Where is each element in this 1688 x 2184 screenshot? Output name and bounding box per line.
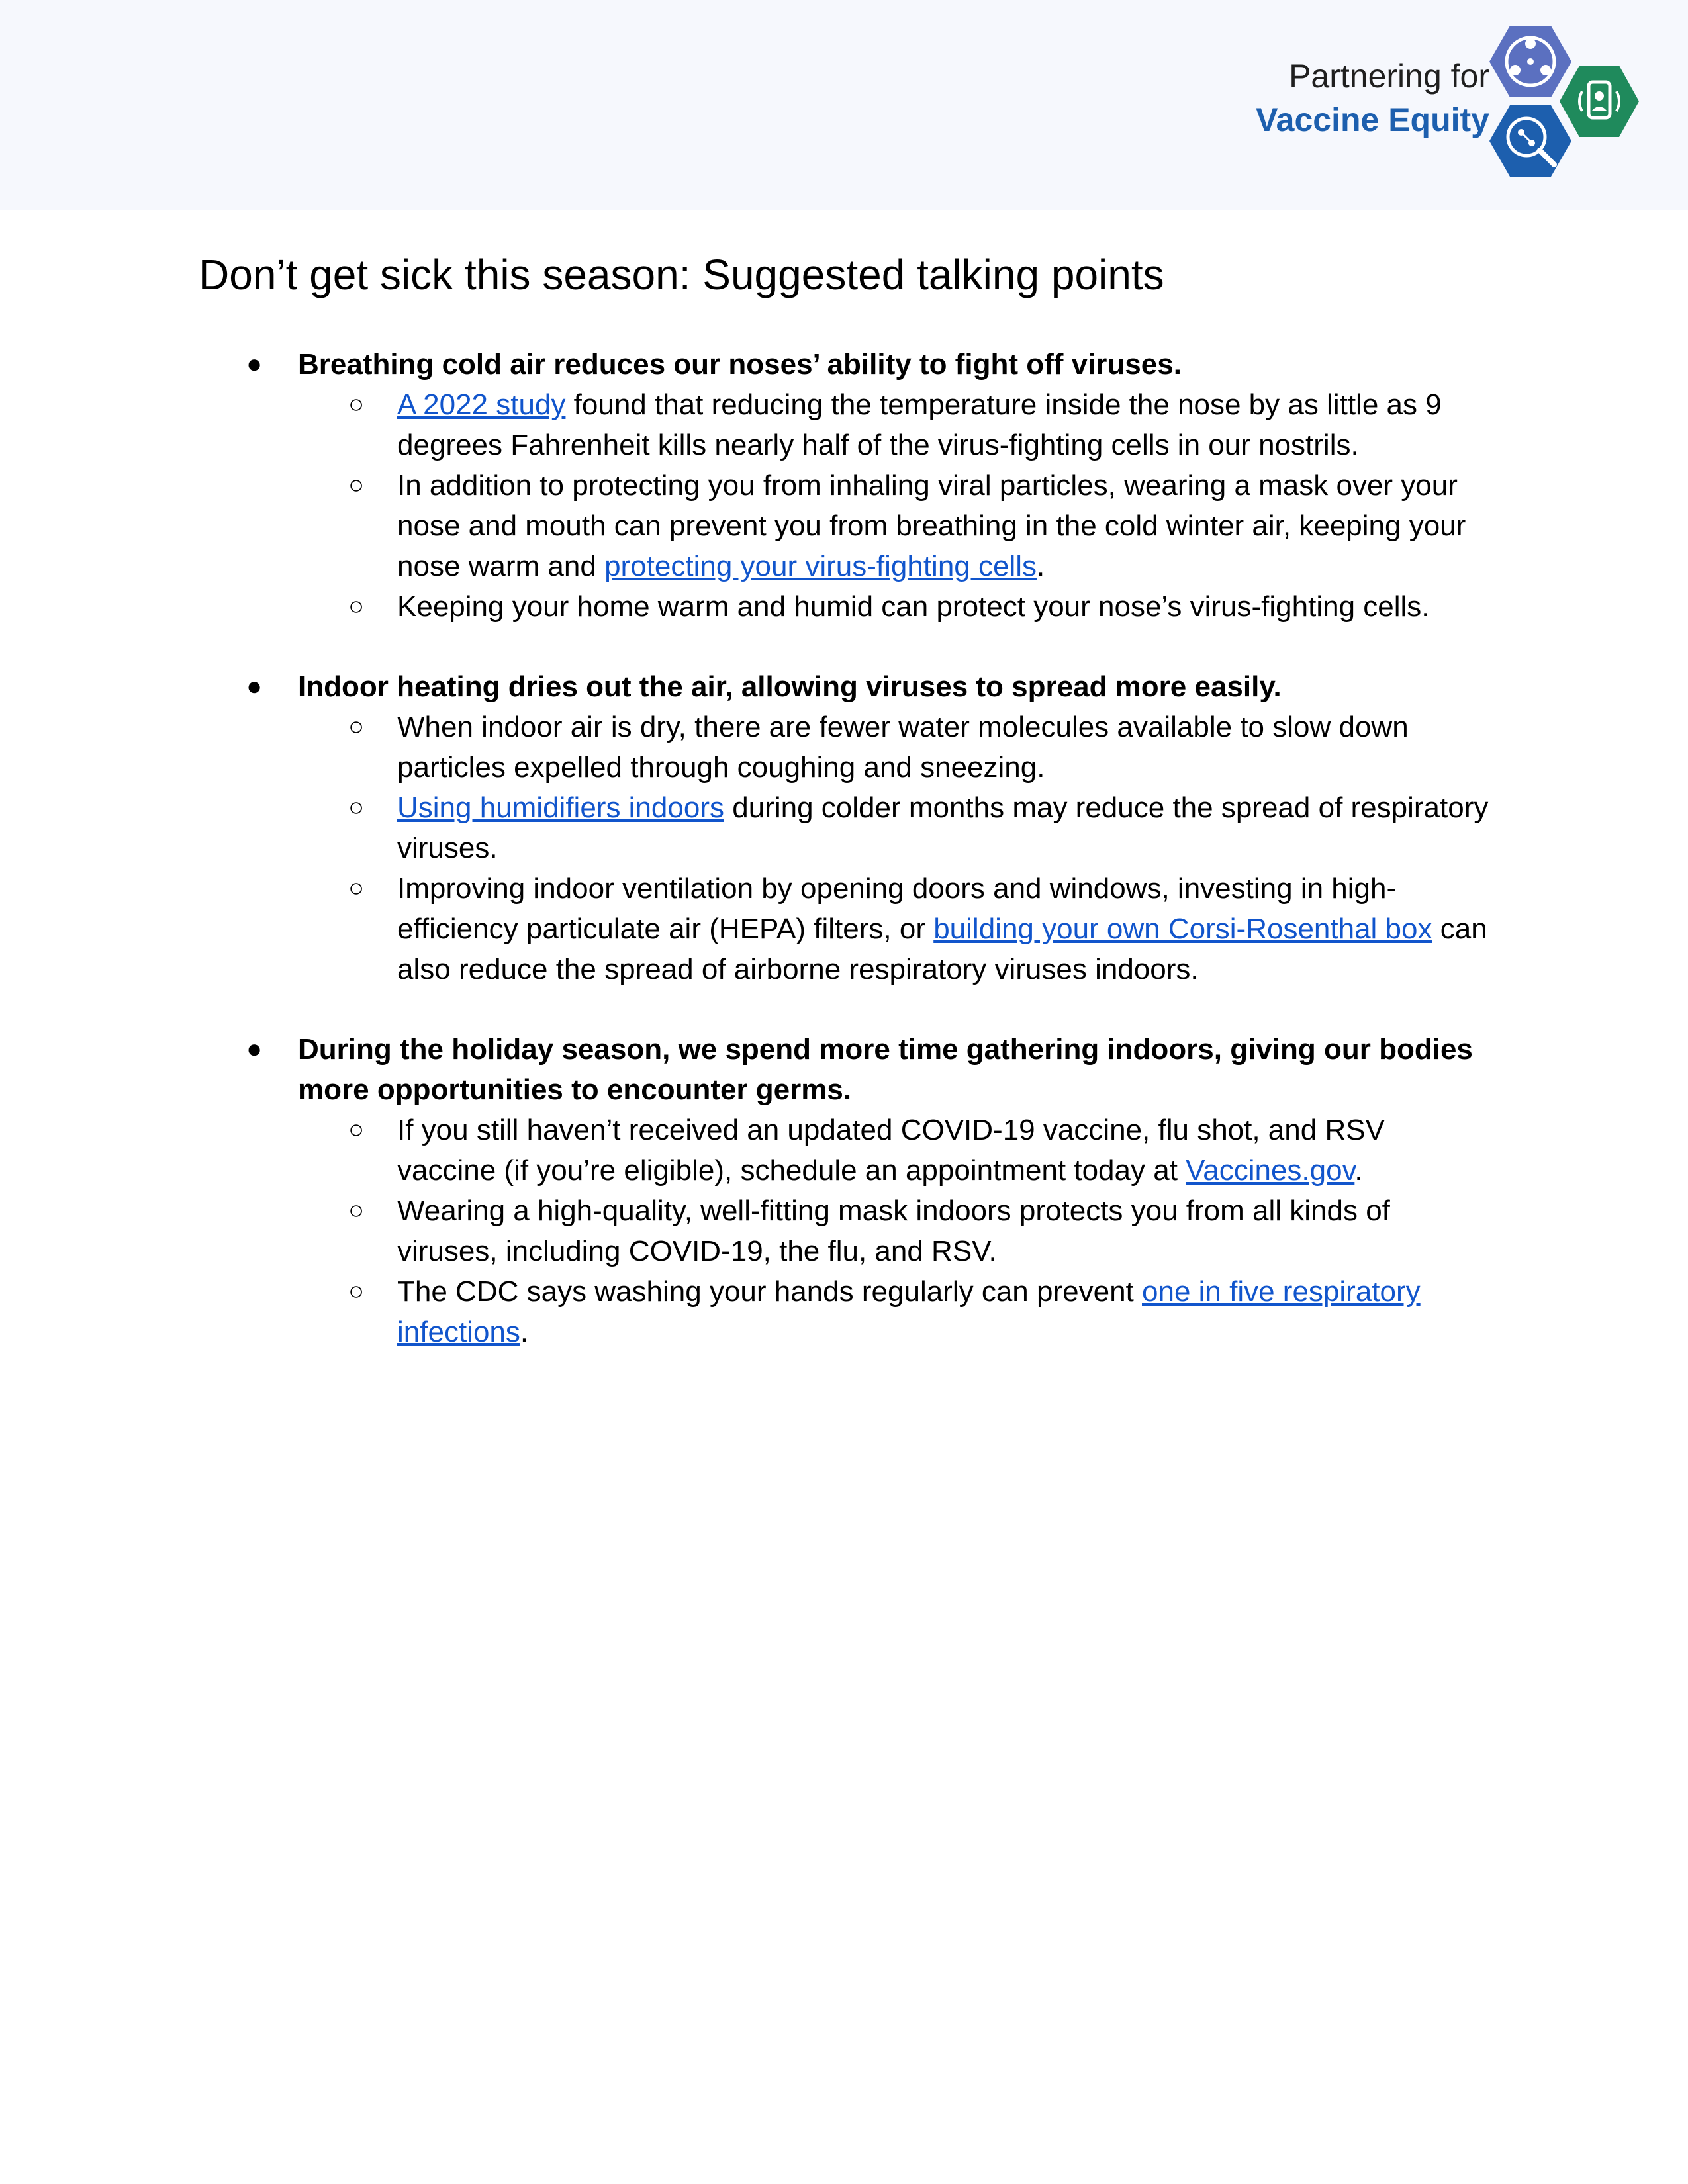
main-point xyxy=(0,344,1688,385)
main-point xyxy=(0,1029,1688,1110)
section-indoor-heating xyxy=(0,666,1688,989)
link-humidifiers[interactable]: Using humidifiers indoors xyxy=(397,792,724,824)
point-heading: Breathing cold air reduces our noses’ ability to fight off viruses. xyxy=(298,348,1182,381)
sub-point-text: can also reduce the spread of airborne respiratory viruses indoors. xyxy=(397,913,1487,985)
link-vaccines-gov[interactable]: Vaccines.gov xyxy=(1186,1154,1355,1187)
sub-point-text: The CDC says washing your hands regularly can prevent xyxy=(397,1275,1142,1308)
logo-line1: Partnering for xyxy=(1289,58,1489,95)
sub-point-text: during colder months may reduce the spread of respiratory viruses. xyxy=(397,792,1489,864)
sub-point-text: Wearing a high-quality, well-fitting mask indoors protects you from all kinds of viruses, including COVID-19, the flu, and RSV. xyxy=(397,1195,1390,1267)
sub-point-text: In addition to protecting you from inhaling viral particles, wearing a mask over your nose and mouth can prevent you from breathing in the cold winter air, keeping your nose warm and xyxy=(397,469,1466,582)
bullet-icon: ● xyxy=(246,672,263,701)
sub-point-text: . xyxy=(520,1316,529,1348)
section-holiday-season xyxy=(0,1029,1688,1352)
sub-point-text: . xyxy=(1037,550,1045,582)
magnifier-network-hex-icon xyxy=(1489,105,1571,177)
sub-point xyxy=(0,788,1688,868)
circle-bullet-icon: ○ xyxy=(348,471,365,500)
sub-point-text: Keeping your home warm and humid can protect your nose’s virus-fighting cells. xyxy=(397,590,1430,623)
sub-point xyxy=(0,465,1688,586)
link-respiratory-infections[interactable]: one in five respiratory infections xyxy=(397,1275,1421,1348)
sub-point-text: found that reducing the temperature inside the nose by as little as 9 degrees Fahrenheit kills nearly half of the virus-fighting cells in our nostrils. xyxy=(397,388,1442,461)
people-network-hex-icon xyxy=(1489,26,1571,97)
page-title: Don’t get sick this season: Suggested talking points xyxy=(199,251,1164,298)
phone-signal-hex-icon xyxy=(1560,66,1639,137)
circle-bullet-icon: ○ xyxy=(348,592,365,621)
link-corsi-rosenthal-box[interactable]: building your own Corsi-Rosenthal box xyxy=(933,913,1432,945)
sub-point xyxy=(0,1110,1688,1191)
talking-points xyxy=(0,344,1688,1392)
sub-point xyxy=(0,868,1688,989)
sub-point xyxy=(0,586,1688,627)
logo-text xyxy=(1256,60,1489,136)
link-2022-study[interactable]: A 2022 study xyxy=(397,388,566,421)
point-heading: During the holiday season, we spend more time gathering indoors, giving our bodies more opportunities to encounter germs. xyxy=(298,1033,1473,1106)
circle-bullet-icon: ○ xyxy=(348,1277,365,1306)
sub-point-text: When indoor air is dry, there are fewer water molecules available to slow down particles expelled through coughing and sneezing. xyxy=(397,711,1409,784)
sub-point xyxy=(0,1191,1688,1271)
sub-point xyxy=(0,385,1688,465)
sub-point-text: Improving indoor ventilation by opening doors and windows, investing in high-efficiency particulate air (HEPA) filters, or xyxy=(397,872,1397,945)
link-protecting-cells[interactable]: protecting your virus-fighting cells xyxy=(604,550,1037,582)
bullet-icon: ● xyxy=(246,1034,263,1064)
circle-bullet-icon: ○ xyxy=(348,1196,365,1225)
circle-bullet-icon: ○ xyxy=(348,793,365,822)
circle-bullet-icon: ○ xyxy=(348,874,365,903)
bullet-icon: ● xyxy=(246,349,263,379)
sub-point xyxy=(0,1271,1688,1352)
header-band xyxy=(0,0,1688,210)
circle-bullet-icon: ○ xyxy=(348,712,365,741)
sub-point-text: . xyxy=(1354,1154,1363,1187)
section-cold-air xyxy=(0,344,1688,627)
circle-bullet-icon: ○ xyxy=(348,1115,365,1144)
sub-point-text: If you still haven’t received an updated COVID-19 vaccine, flu shot, and RSV vaccine (if you’re eligible), schedule an appointment today at xyxy=(397,1114,1385,1187)
circle-bullet-icon: ○ xyxy=(348,390,365,419)
point-heading: Indoor heating dries out the air, allowing viruses to spread more easily. xyxy=(298,670,1282,703)
main-point xyxy=(0,666,1688,707)
sub-point xyxy=(0,707,1688,788)
logo-hexes xyxy=(1489,20,1662,179)
logo-line2: Vaccine Equity xyxy=(1256,101,1489,138)
